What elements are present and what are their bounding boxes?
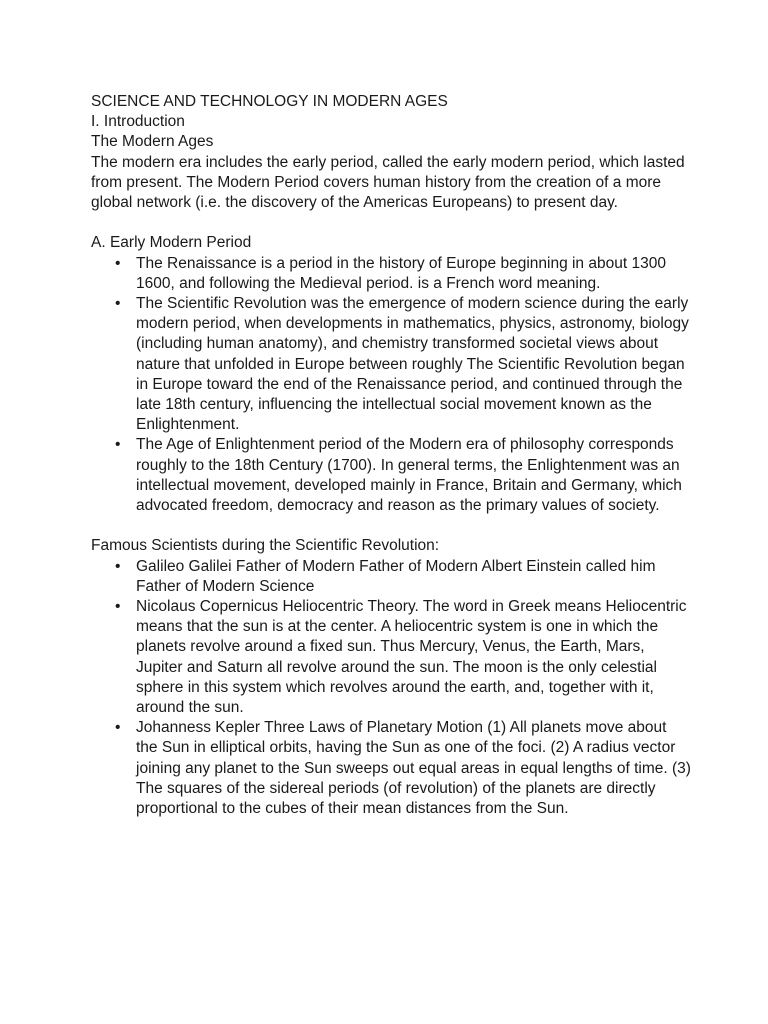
list-item (91, 718, 691, 819)
list-item-text: The Renaissance is a period in the history of Europe beginning in about 1300 1600, and following the Medieval period. is a French word meaning. (136, 254, 666, 292)
section-heading-early-modern-period: A. Early Modern Period (91, 234, 252, 252)
list-item-text: Nicolaus Copernicus Heliocentric Theory. The word in Greek means Heliocentric means that the sun is at the center. A heliocentric system is one in which the planets revolve around a fixed sun. Thus Mercury, Venus, the Earth, Mars, Jupiter and Saturn all revolve around the sun. The moon is the only celestial sphere in this system which revolves around the earth, and, together with it, around the sun. (136, 598, 687, 717)
list-item-text: The Age of Enlightenment period of the Modern era of philosophy corresponds roughly to the 18th Century (1700). In general terms, the Enlightenment was an intellectual movement, developed mainly in France, Britain and Germany, which advocated freedom, democracy and reason as the primary values of society. (136, 436, 682, 515)
bullet-icon: • (115, 719, 121, 737)
paragraph-spacer (91, 213, 691, 233)
list-item-text: Johanness Kepler Three Laws of Planetary Motion (1) All planets move about the Sun in elliptical orbits, having the Sun as one of the foci. (2) A radius vector joining any planet to the Sun sweeps out equal areas in equal lengths of time. (3) The squares of the sidereal periods (of revolution) of the planets are directly proportional to the cubes of their mean distances from the Sun. (136, 719, 691, 818)
list-item-text: The Scientific Revolution was the emergence of modern science during the early modern period, when developments in mathematics, physics, astronomy, biology (including human anatomy), and chemistry transformed societal views about nature that unfolded in Europe between roughly The Scientific Revolution began in Europe toward the end of the Renaissance period, and continued through the late 18th century, influencing the intellectual social movement known as the Enlightenment. (136, 295, 689, 434)
section-heading-famous-scientists: Famous Scientists during the Scientific Revolution: (91, 537, 440, 555)
bullet-icon: • (115, 598, 121, 616)
bullet-icon: • (115, 254, 121, 272)
document-title: SCIENCE AND TECHNOLOGY IN MODERN AGES (91, 93, 448, 110)
scientists-list (91, 557, 691, 820)
document-page (91, 92, 691, 819)
list-item (91, 294, 691, 435)
paragraph-spacer (91, 516, 691, 536)
bullet-icon: • (115, 295, 121, 313)
list-item (91, 597, 691, 718)
list-item (91, 557, 691, 597)
bullet-icon: • (115, 436, 121, 454)
bullet-icon: • (115, 557, 121, 575)
list-item-text: Galileo Galilei Father of Modern Father of Modern Albert Einstein called him Father of Modern Science (136, 557, 656, 595)
subheading-modern-ages: The Modern Ages (91, 133, 214, 151)
list-item (91, 254, 691, 294)
section-heading-introduction: I. Introduction (91, 113, 185, 131)
intro-paragraph: The modern era includes the early period, called the early modern period, which lasted from present. The Modern Period covers human history from the creation of a more global network (i.e. the discovery of the Americas Europeans) to present day. (91, 153, 685, 212)
list-item (91, 435, 691, 516)
early-modern-list (91, 254, 691, 517)
